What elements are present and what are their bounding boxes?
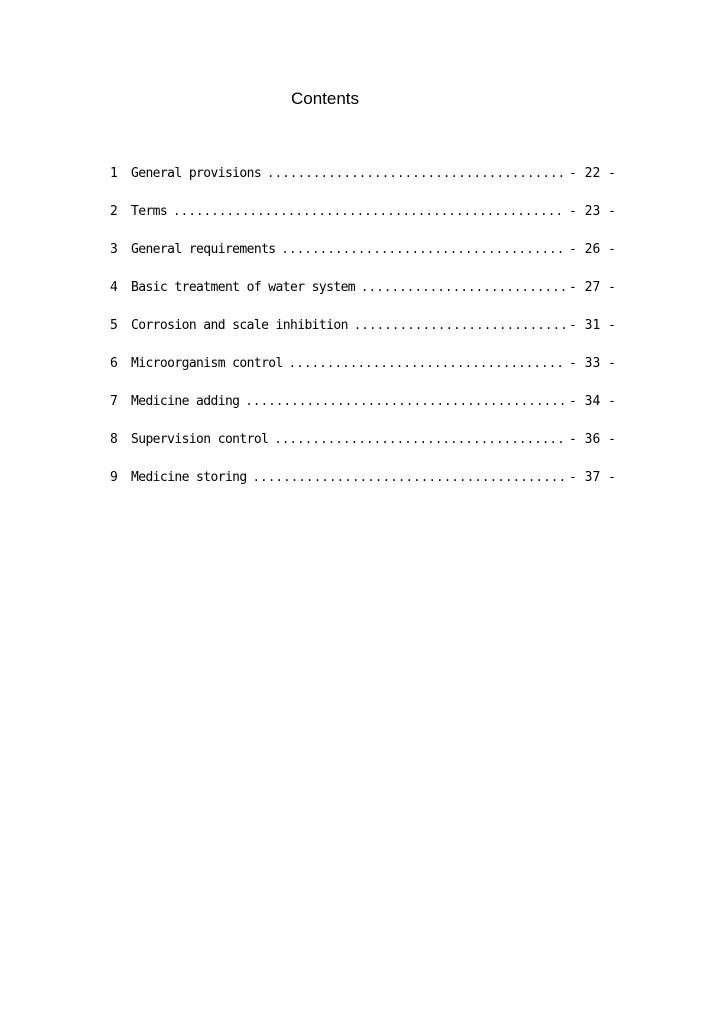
toc-entry-supervision-control[interactable] bbox=[110, 430, 616, 468]
toc-entry-medicine-adding[interactable] bbox=[110, 392, 616, 430]
toc-entry-page: - 37 - bbox=[569, 470, 616, 485]
toc-entry-number: 2 bbox=[110, 204, 118, 219]
page-title: Contents bbox=[290, 89, 360, 108]
toc-dot-leader bbox=[253, 468, 566, 487]
toc-entry-page: - 34 - bbox=[569, 394, 616, 409]
toc-entry-page: - 33 - bbox=[569, 356, 616, 371]
toc-entry-terms[interactable] bbox=[110, 202, 616, 240]
toc-entry-basic-treatment[interactable] bbox=[110, 278, 616, 316]
toc-entry-corrosion-scale[interactable] bbox=[110, 316, 616, 354]
toc-dot-leader bbox=[267, 164, 566, 183]
toc-entry-number: 1 bbox=[110, 166, 118, 181]
toc-entry-page: - 31 - bbox=[569, 318, 616, 333]
toc-entry-page: - 23 - bbox=[569, 204, 616, 219]
toc-entry-general-requirements[interactable] bbox=[110, 240, 616, 278]
toc-entry-label: General requirements bbox=[131, 242, 276, 257]
toc-dot-leader bbox=[274, 430, 566, 449]
table-of-contents bbox=[110, 164, 616, 506]
toc-entry-label: Microorganism control bbox=[131, 356, 283, 371]
toc-entry-number: 5 bbox=[110, 318, 118, 333]
toc-entry-number: 3 bbox=[110, 242, 118, 257]
toc-entry-label: Supervision control bbox=[131, 432, 269, 447]
toc-entry-number: 9 bbox=[110, 470, 118, 485]
toc-entry-label: Medicine storing bbox=[131, 470, 247, 485]
toc-entry-number: 6 bbox=[110, 356, 118, 371]
toc-dot-leader bbox=[289, 354, 566, 373]
toc-entry-label: Corrosion and scale inhibition bbox=[131, 318, 348, 333]
toc-dot-leader bbox=[354, 316, 566, 335]
toc-entry-page: - 27 - bbox=[569, 280, 616, 295]
toc-entry-page: - 26 - bbox=[569, 242, 616, 257]
toc-entry-label: Terms bbox=[131, 204, 168, 219]
toc-entry-label: Medicine adding bbox=[131, 394, 240, 409]
toc-entry-label: Basic treatment of water system bbox=[131, 280, 356, 295]
toc-entry-general-provisions[interactable] bbox=[110, 164, 616, 202]
toc-entry-medicine-storing[interactable] bbox=[110, 468, 616, 506]
toc-dot-leader bbox=[361, 278, 566, 297]
toc-dot-leader bbox=[282, 240, 566, 259]
toc-dot-leader bbox=[245, 392, 566, 411]
toc-entry-label: General provisions bbox=[131, 166, 262, 181]
toc-entry-page: - 36 - bbox=[569, 432, 616, 447]
toc-entry-number: 8 bbox=[110, 432, 118, 447]
toc-dot-leader bbox=[173, 202, 566, 221]
toc-entry-number: 4 bbox=[110, 280, 118, 295]
toc-entry-microorganism-control[interactable] bbox=[110, 354, 616, 392]
toc-entry-page: - 22 - bbox=[569, 166, 616, 181]
toc-entry-number: 7 bbox=[110, 394, 118, 409]
